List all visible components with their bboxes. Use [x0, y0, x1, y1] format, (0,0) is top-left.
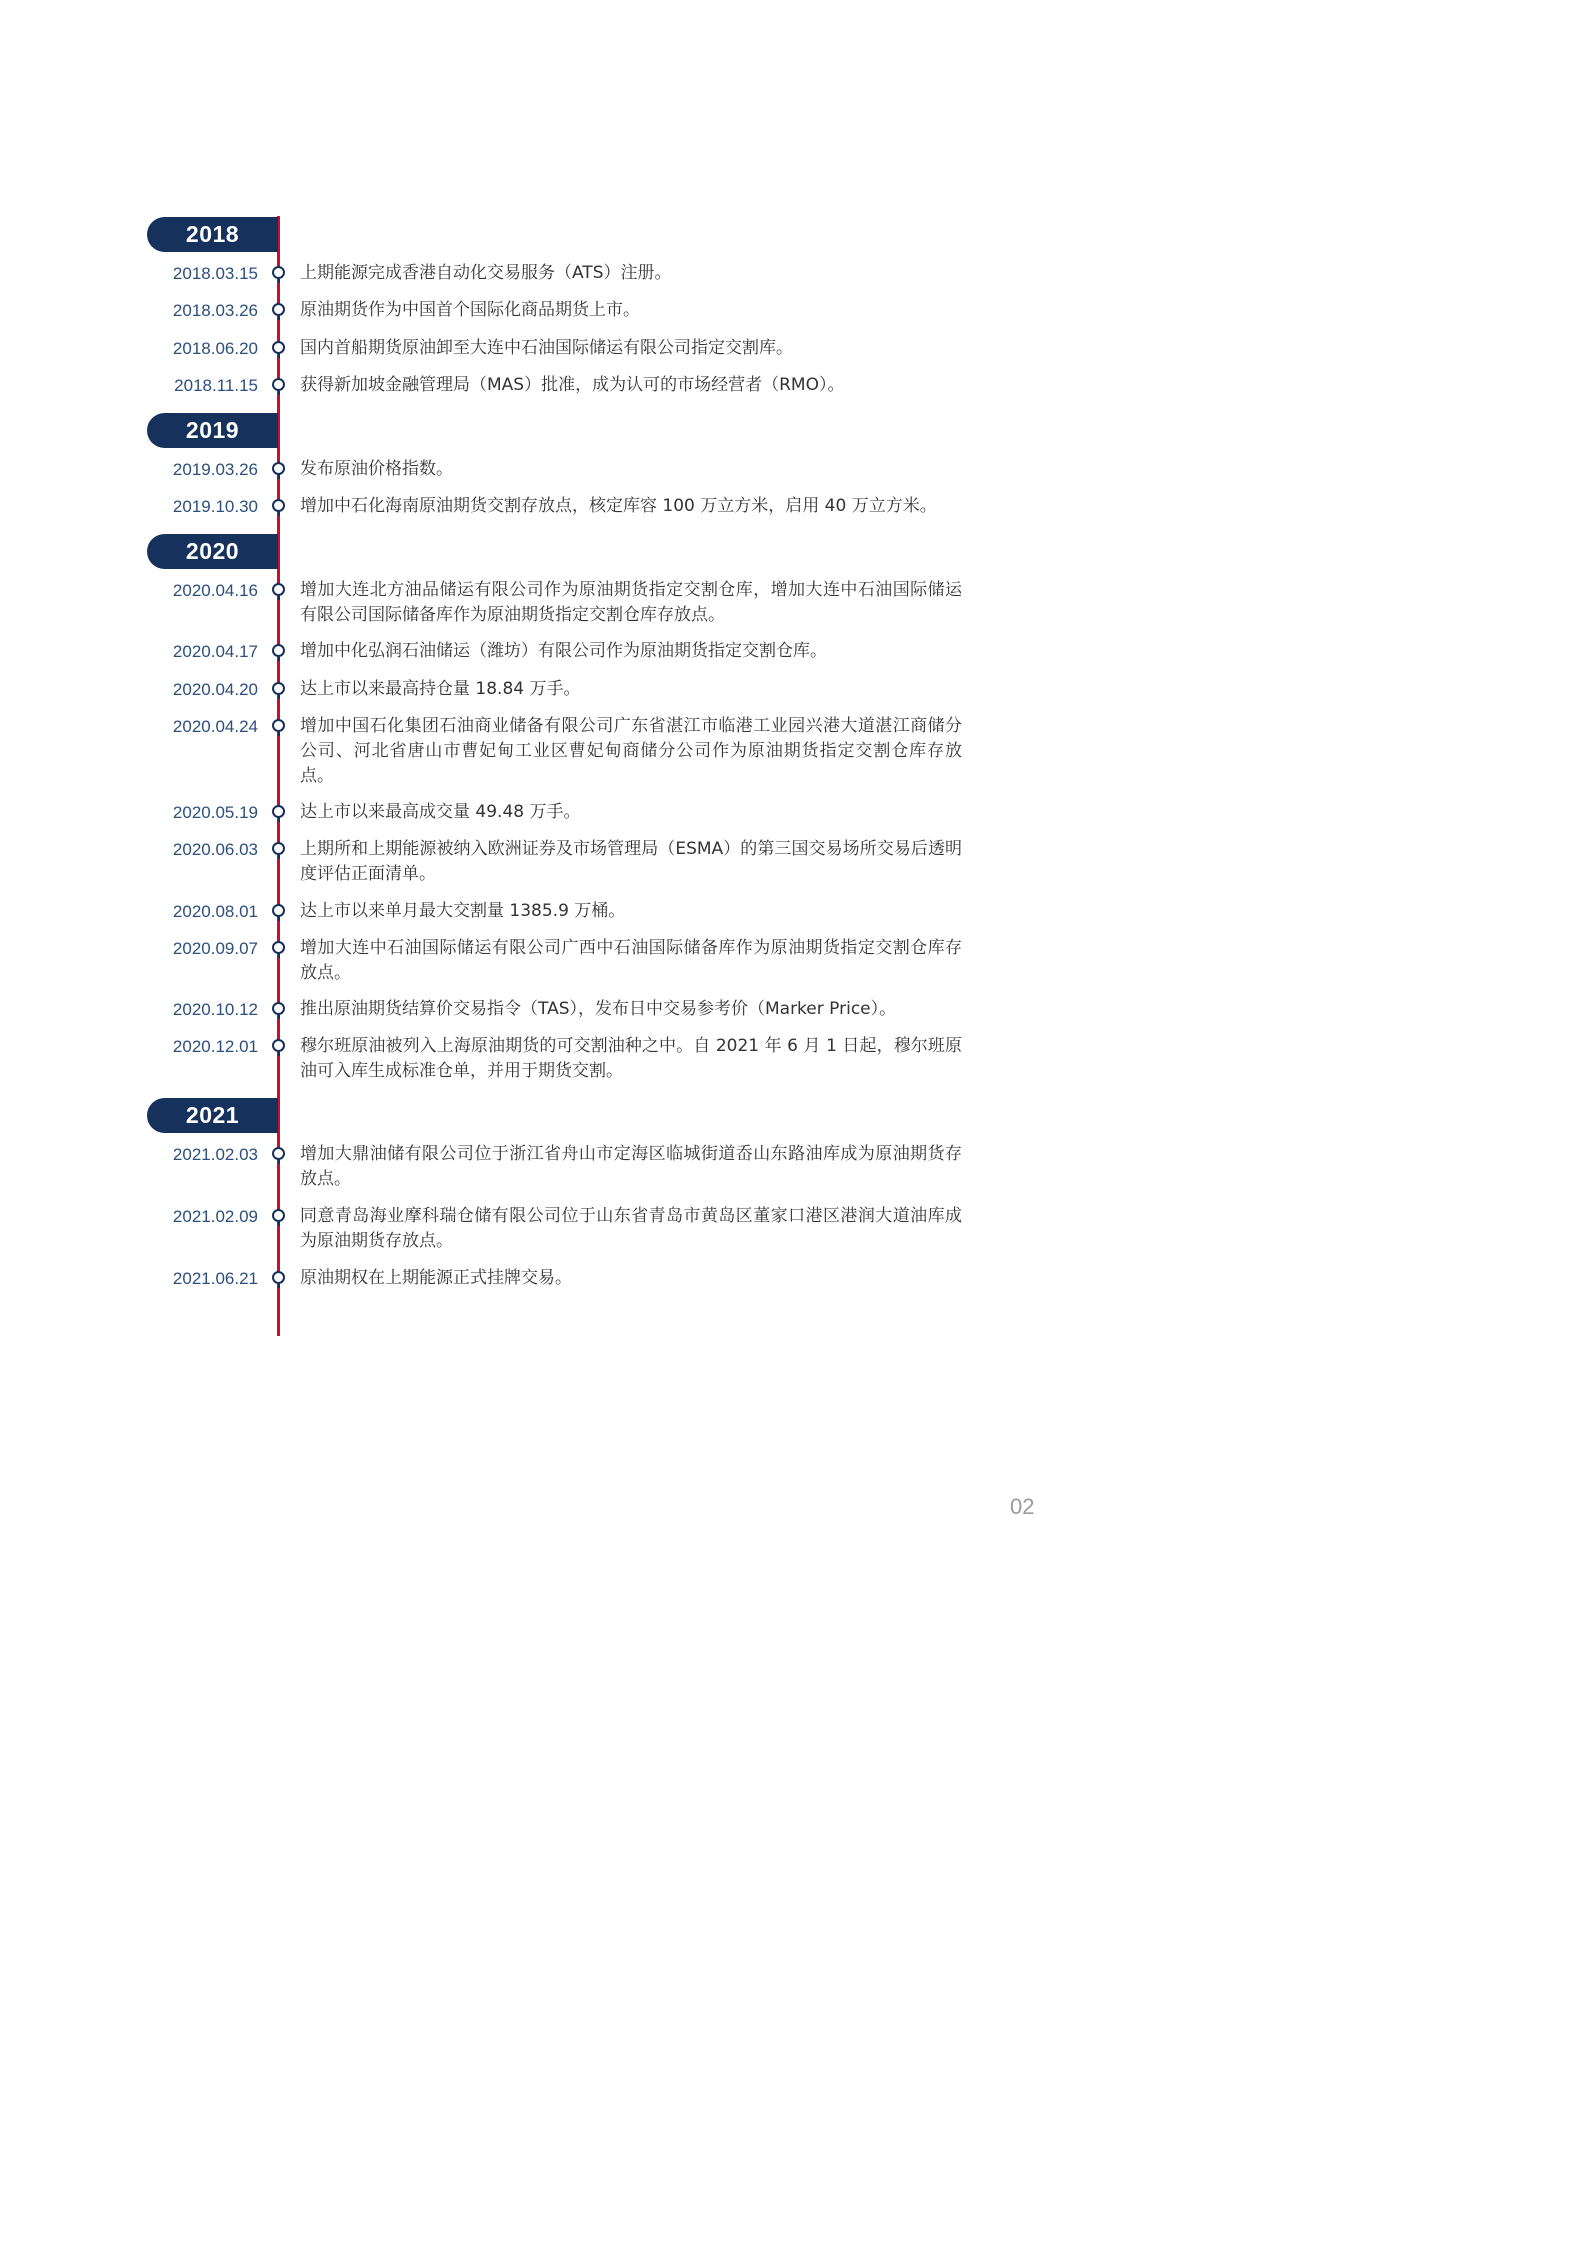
- timeline-marker-icon: [272, 1002, 285, 1015]
- event-description: 增加大连中石油国际储运有限公司广西中石油国际储备库作为原油期货指定交割仓库存放点。: [300, 938, 962, 983]
- timeline-marker-icon: [272, 1147, 285, 1160]
- timeline-marker-icon: [272, 644, 285, 657]
- event-description: 增加大连北方油品储运有限公司作为原油期货指定交割仓库，增加大连中石油国际储运有限公司国际储备库作为原油期货指定交割仓库存放点。: [300, 580, 962, 625]
- event-date: 2020.06.03: [172, 840, 258, 859]
- timeline-marker-icon: [272, 1271, 285, 1284]
- page-number: 02: [1010, 1494, 1035, 1519]
- timeline-marker-icon: [272, 583, 285, 596]
- event-date: 2020.08.01: [172, 902, 258, 921]
- event-date: 2021.02.09: [172, 1207, 258, 1226]
- event-description: 获得新加坡金融管理局（MAS）批准，成为认可的市场经营者（RMO）。: [300, 375, 845, 395]
- event-date: 2020.04.16: [172, 581, 258, 600]
- timeline-marker-icon: [272, 1039, 285, 1052]
- timeline-marker-icon: [272, 719, 285, 732]
- event-description: 增加大鼎油储有限公司位于浙江省舟山市定海区临城街道岙山东路油库成为原油期货存放点。: [300, 1144, 962, 1189]
- event-description: 推出原油期货结算价交易指令（TAS），发布日中交易参考价（Marker Price）。: [300, 999, 897, 1019]
- event-date: 2018.11.15: [174, 376, 258, 395]
- event-date: 2019.03.26: [172, 460, 258, 479]
- event-description: 发布原油价格指数。: [300, 459, 453, 479]
- event-date: 2020.10.12: [172, 1000, 258, 1019]
- year-badge: 2020: [147, 534, 278, 569]
- event-date: 2020.04.17: [172, 642, 258, 661]
- event-description: 原油期权在上期能源正式挂牌交易。: [300, 1268, 572, 1288]
- event-description: 增加中石化海南原油期货交割存放点，核定库容 100 万立方米，启用 40 万立方米。: [300, 496, 937, 516]
- timeline-marker-icon: [272, 499, 285, 512]
- event-description: 穆尔班原油被列入上海原油期货的可交割油种之中。自 2021 年 6 月 1 日起，穆尔班原油可入库生成标准仓单，并用于期货交割。: [300, 1036, 962, 1081]
- event-date: 2020.04.24: [172, 717, 258, 736]
- year-badge: 2021: [147, 1098, 278, 1133]
- timeline-marker-icon: [272, 682, 285, 695]
- event-description: 达上市以来单月最大交割量 1385.9 万桶。: [300, 901, 626, 921]
- event-description: 达上市以来最高持仓量 18.84 万手。: [300, 679, 581, 699]
- year-badge: 2019: [147, 413, 278, 448]
- event-date: 2020.09.07: [172, 939, 258, 958]
- event-description: 国内首船期货原油卸至大连中石油国际储运有限公司指定交割库。: [300, 338, 793, 358]
- event-description: 上期所和上期能源被纳入欧洲证券及市场管理局（ESMA）的第三国交易场所交易后透明度评估正面清单。: [300, 839, 962, 884]
- timeline-marker-icon: [272, 1209, 285, 1222]
- event-description: 达上市以来最高成交量 49.48 万手。: [300, 802, 581, 822]
- event-date: 2018.03.26: [172, 301, 258, 320]
- event-date: 2020.05.19: [172, 803, 258, 822]
- year-badge: 2018: [147, 217, 278, 252]
- timeline: [0, 0, 1105, 1562]
- event-date: 2021.06.21: [172, 1269, 258, 1288]
- event-date: 2019.10.30: [172, 497, 258, 516]
- timeline-marker-icon: [272, 266, 285, 279]
- event-date: 2021.02.03: [172, 1145, 258, 1164]
- timeline-marker-icon: [272, 303, 285, 316]
- timeline-marker-icon: [272, 904, 285, 917]
- event-description: 增加中化弘润石油储运（潍坊）有限公司作为原油期货指定交割仓库。: [300, 641, 827, 661]
- event-description: 增加中国石化集团石油商业储备有限公司广东省湛江市临港工业园兴港大道湛江商储分公司、河北省唐山市曹妃甸工业区曹妃甸商储分公司作为原油期货指定交割仓库存放点。: [300, 716, 962, 786]
- event-date: 2018.03.15: [172, 264, 258, 283]
- timeline-marker-icon: [272, 378, 285, 391]
- event-description: 上期能源完成香港自动化交易服务（ATS）注册。: [300, 263, 672, 283]
- timeline-marker-icon: [272, 941, 285, 954]
- event-date: 2020.04.20: [172, 680, 258, 699]
- event-description: 原油期货作为中国首个国际化商品期货上市。: [300, 300, 640, 320]
- event-date: 2020.12.01: [172, 1037, 258, 1056]
- timeline-marker-icon: [272, 805, 285, 818]
- timeline-marker-icon: [272, 842, 285, 855]
- timeline-marker-icon: [272, 462, 285, 475]
- event-description: 同意青岛海业摩科瑞仓储有限公司位于山东省青岛市黄岛区董家口港区港润大道油库成为原油期货存放点。: [300, 1206, 962, 1251]
- event-date: 2018.06.20: [172, 339, 258, 358]
- timeline-marker-icon: [272, 341, 285, 354]
